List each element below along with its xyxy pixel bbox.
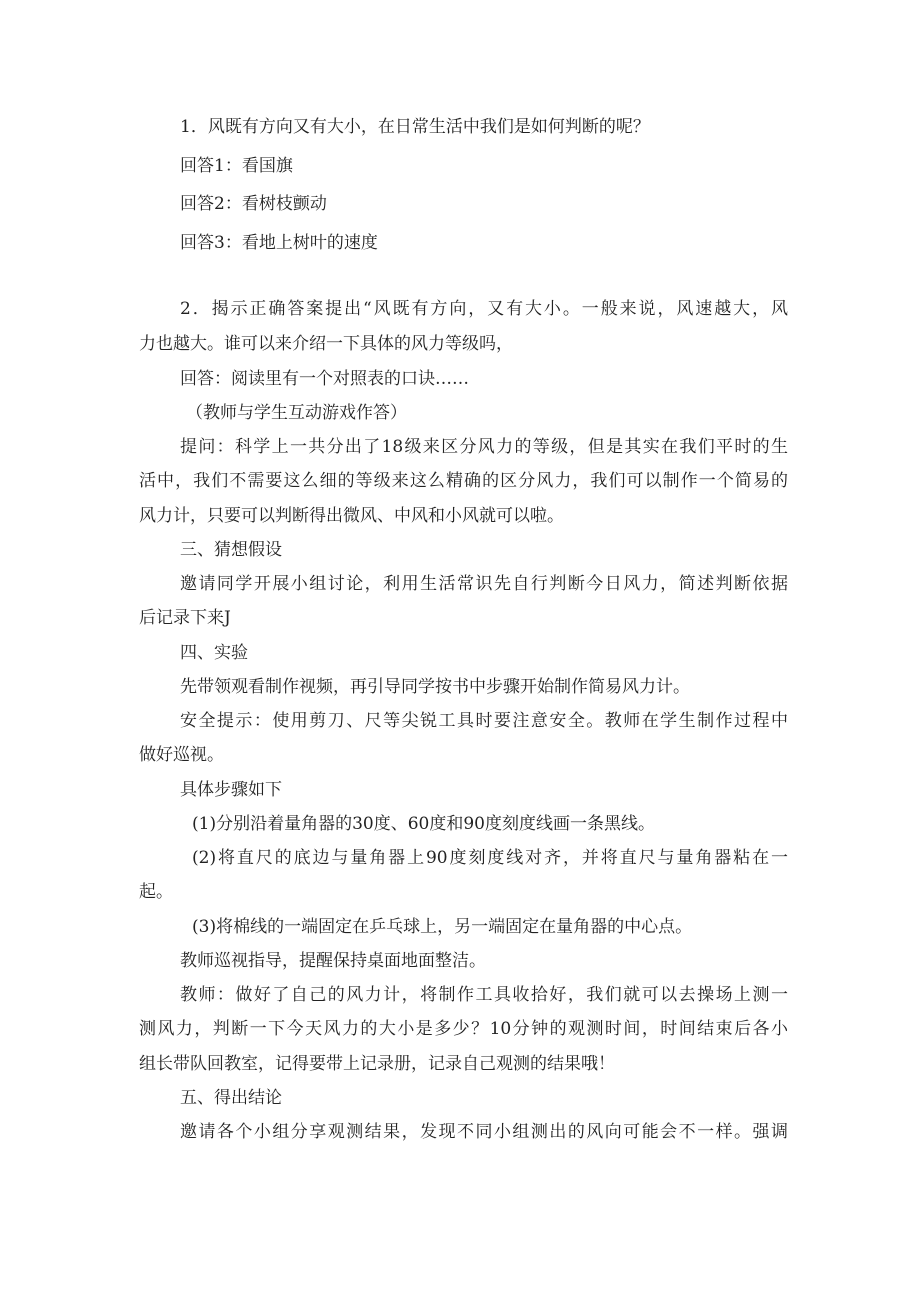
safety-line-2: 做好巡视。 <box>139 745 224 765</box>
question-line-1: 提问：科学上一共分出了18级来区分风力的等级，但是其实在我们平时的生 <box>180 437 788 457</box>
answer-reading: 回答：阅读里有一个对照表的口诀…… <box>180 369 469 389</box>
teacher-line-3: 组长带队回教室，记得要带上记录册，记录自己观测的结果哦！ <box>139 1054 615 1074</box>
step-3: (3)将棉线的一端固定在乒乓球上，另一端固定在量角器的中心点。 <box>192 917 693 937</box>
conclusion-line-1: 邀请各个小组分享观测结果，发现不同小组测出的风向可能会不一样。强调 <box>180 1122 788 1142</box>
teacher-line-1: 教师：做好了自己的风力计，将制作工具收拾好，我们就可以去操场上测一 <box>180 985 788 1005</box>
teacher-line-2: 测风力，判断一下今天风力的大小是多少？10分钟的观测时间，时间结束后各小 <box>139 1019 788 1039</box>
section-heading-hypothesis: 三、猜想假设 <box>180 540 282 560</box>
question-1: 1．风既有方向又有大小，在日常生活中我们是如何判断的呢？ <box>180 117 650 137</box>
step-1: (1)分别沿着量角器的30度、60度和90度刻度线画一条黑线。 <box>192 814 655 834</box>
steps-heading: 具体步骤如下 <box>180 780 282 800</box>
step-2-line-2: 起。 <box>139 882 173 902</box>
section-heading-experiment: 四、实验 <box>180 643 248 663</box>
point-2-line-1: 2．揭示正确答案提出“风既有方向，又有大小。一般来说，风速越大，风 <box>180 299 788 319</box>
answer-1: 回答1：看国旗 <box>180 156 293 176</box>
section-heading-conclusion: 五、得出结论 <box>180 1088 282 1108</box>
point-2-line-2: 力也越大。谁可以来介绍一下具体的风力等级吗， <box>139 334 513 354</box>
question-line-2: 活中，我们不需要这么细的等级来这么精确的区分风力，我们可以制作一个简易的 <box>139 471 788 491</box>
hypothesis-line-1: 邀请同学开展小组讨论，利用生活常识先自行判断今日风力，简述判断依据 <box>180 574 788 594</box>
answer-3: 回答3：看地上树叶的速度 <box>180 233 378 253</box>
teacher-patrol: 教师巡视指导，提醒保持桌面地面整洁。 <box>180 951 486 971</box>
step-2-line-1: (2)将直尺的底边与量角器上90度刻度线对齐，并将直尺与量角器粘在一 <box>192 848 788 868</box>
hypothesis-line-2: 后记录下来J <box>139 608 231 628</box>
question-line-3: 风力计，只要可以判断得出微风、中风和小风就可以啦。 <box>139 506 564 526</box>
answer-2: 回答2：看树枝颤动 <box>180 194 327 214</box>
interaction-note: （教师与学生互动游戏作答） <box>186 403 407 423</box>
safety-line-1: 安全提示：使用剪刀、尺等尖锐工具时要注意安全。教师在学生制作过程中 <box>180 711 788 731</box>
experiment-intro: 先带领观看制作视频，再引导同学按书中步骤开始制作简易风力计。 <box>180 677 690 697</box>
